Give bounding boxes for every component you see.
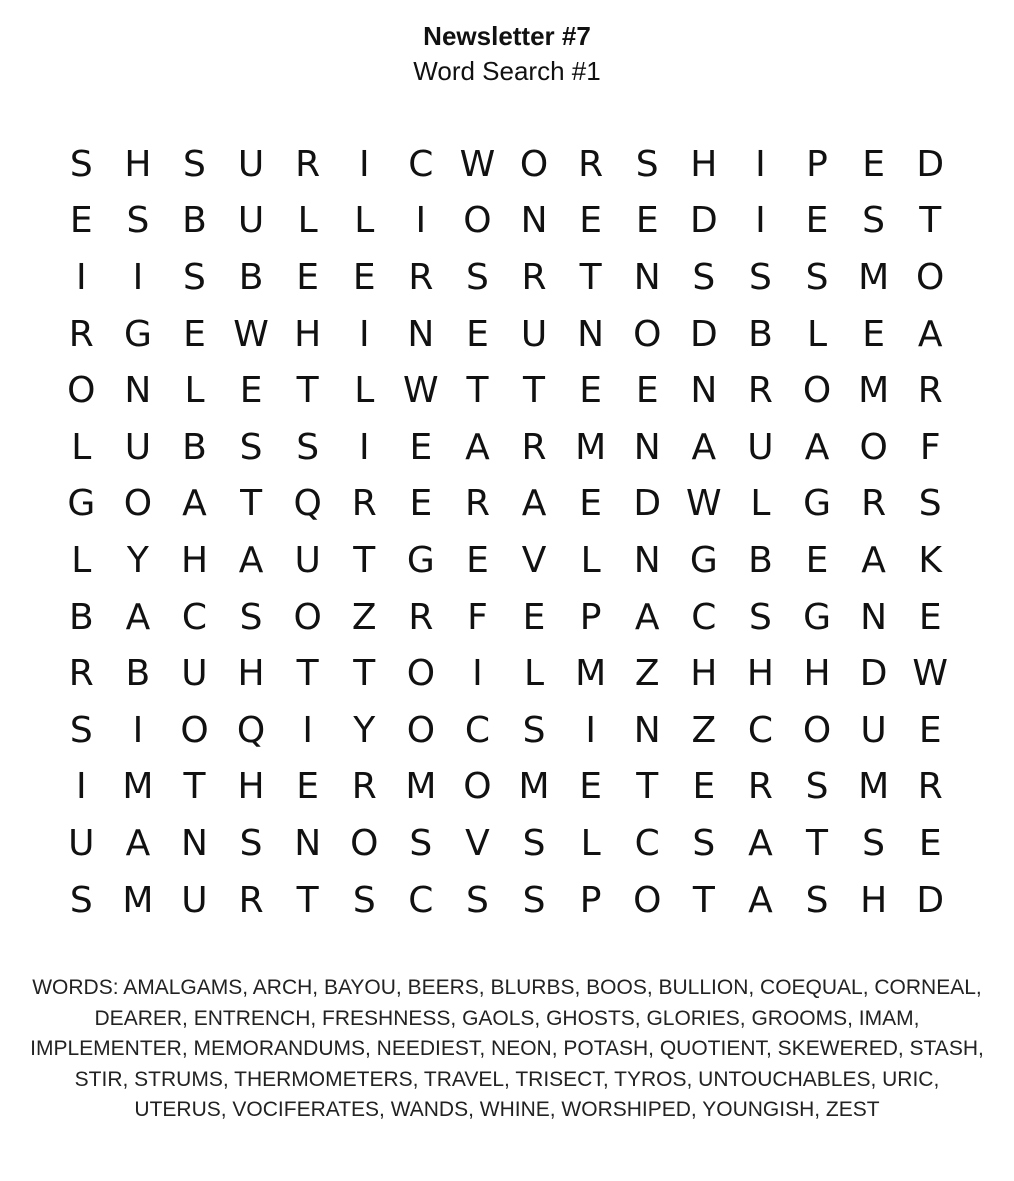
- grid-letter: I: [358, 143, 370, 185]
- grid-letter: G: [67, 483, 96, 525]
- grid-letter: H: [746, 653, 774, 695]
- grid-letter: A: [861, 539, 886, 581]
- grid-letter: T: [806, 822, 829, 864]
- grid-letter: Y: [353, 709, 376, 751]
- grid-letter: O: [802, 370, 832, 412]
- grid-letter: T: [296, 370, 319, 412]
- grid-letter: T: [296, 653, 319, 695]
- grid-letter: S: [918, 483, 942, 525]
- grid-letter: H: [860, 879, 888, 921]
- grid-letter: A: [917, 313, 943, 355]
- grid-letter: N: [407, 313, 435, 355]
- grid-letter: D: [689, 200, 718, 242]
- grid-letter: U: [860, 709, 887, 751]
- grid-letter: A: [238, 539, 264, 581]
- grid-letter: S: [466, 256, 489, 298]
- grid-letter: N: [181, 822, 208, 864]
- grid-letter: P: [806, 143, 828, 185]
- grid-letter: E: [918, 596, 942, 638]
- grid-letter: M: [575, 426, 607, 468]
- grid-letter: S: [862, 822, 886, 864]
- grid-letter: E: [805, 539, 829, 581]
- letter-grid: [53, 136, 959, 928]
- grid-letter: W: [912, 653, 948, 695]
- grid-letter: S: [69, 709, 93, 751]
- grid-letter: L: [580, 822, 601, 864]
- grid-letter: R: [68, 313, 94, 355]
- grid-letter: Q: [236, 709, 266, 751]
- grid-letter: S: [522, 709, 546, 751]
- grid-letter: M: [518, 766, 550, 808]
- grid-letter: C: [181, 596, 208, 638]
- grid-letter: S: [692, 822, 716, 864]
- grid-letter: W: [403, 370, 439, 412]
- grid-letter: S: [183, 256, 206, 298]
- grid-letter: R: [68, 653, 94, 695]
- grid-letter: L: [354, 370, 375, 412]
- grid-letter: S: [352, 879, 376, 921]
- grid-letter: B: [238, 256, 264, 298]
- grid-letter: A: [182, 483, 207, 525]
- grid-letter: O: [463, 766, 492, 808]
- grid-letter: H: [690, 653, 718, 695]
- grid-letter: G: [803, 483, 831, 525]
- grid-letter: Q: [293, 483, 322, 525]
- grid-letter: M: [405, 766, 437, 808]
- grid-letter: E: [579, 200, 603, 242]
- grid-letter: V: [521, 539, 547, 581]
- grid-letter: S: [409, 822, 433, 864]
- grid-letter: B: [182, 200, 207, 242]
- grid-letter: I: [75, 766, 87, 808]
- puzzle-subtitle: Word Search #1: [413, 56, 601, 86]
- grid-letter: I: [132, 256, 144, 298]
- grid-letter: E: [352, 256, 376, 298]
- grid-letter: I: [755, 200, 766, 242]
- grid-letter: U: [747, 426, 774, 468]
- grid-letter: S: [805, 256, 829, 298]
- grid-letter: I: [132, 709, 144, 751]
- grid-letter: H: [237, 766, 265, 808]
- grid-letter: R: [917, 370, 943, 412]
- newsletter-title: Newsletter #7: [423, 21, 591, 51]
- grid-letter: I: [75, 256, 87, 298]
- grid-letter: T: [692, 879, 715, 921]
- grid-letter: D: [689, 313, 718, 355]
- grid-letter: A: [634, 596, 660, 638]
- grid-letter: S: [239, 426, 263, 468]
- grid-letter: S: [748, 596, 772, 638]
- grid-letter: N: [633, 256, 661, 298]
- grid-letter: L: [806, 313, 828, 355]
- grid-letter: C: [408, 143, 434, 185]
- grid-letter: E: [466, 539, 489, 581]
- grid-letter: Z: [634, 653, 660, 695]
- grid-letter: T: [919, 200, 942, 242]
- grid-letter: E: [579, 370, 603, 412]
- grid-letter: E: [239, 370, 263, 412]
- grid-letter: R: [578, 143, 604, 185]
- grid-letter: U: [68, 822, 95, 864]
- grid-letter: B: [748, 539, 773, 581]
- grid-letter: A: [748, 879, 773, 921]
- grid-letter: K: [918, 539, 942, 581]
- grid-letter: R: [521, 256, 547, 298]
- grid-letter: T: [296, 879, 319, 921]
- grid-letter: A: [804, 426, 830, 468]
- grid-letter: S: [522, 822, 546, 864]
- grid-letter: U: [124, 426, 152, 468]
- grid-letter: E: [409, 483, 433, 525]
- grid-letter: I: [585, 709, 596, 751]
- grid-letter: L: [297, 200, 318, 242]
- grid-letter: R: [351, 483, 377, 525]
- grid-letter: E: [692, 766, 716, 808]
- grid-letter: S: [805, 766, 829, 808]
- grid-letter: M: [122, 766, 154, 808]
- grid-letter: A: [748, 822, 773, 864]
- grid-letter: D: [916, 879, 945, 921]
- grid-letter: H: [803, 653, 831, 695]
- grid-letter: G: [689, 539, 718, 581]
- grid-letter: O: [916, 256, 945, 298]
- grid-letter: O: [859, 426, 888, 468]
- grid-letter: M: [858, 256, 890, 298]
- grid-letter: S: [862, 200, 886, 242]
- grid-letter: U: [237, 200, 265, 242]
- grid-letter: H: [237, 653, 265, 695]
- grid-letter: E: [635, 200, 659, 242]
- grid-letter: S: [69, 879, 93, 921]
- grid-letter: M: [858, 370, 890, 412]
- grid-letter: E: [805, 200, 829, 242]
- grid-letter: I: [415, 200, 427, 242]
- grid-letter: A: [521, 483, 547, 525]
- grid-letter: O: [350, 822, 379, 864]
- grid-letter: E: [635, 370, 659, 412]
- grid-letter: R: [295, 143, 321, 185]
- grid-letter: U: [520, 313, 548, 355]
- grid-letter: A: [125, 596, 151, 638]
- grid-letter: E: [409, 426, 433, 468]
- grid-letter: E: [183, 313, 206, 355]
- grid-letter: M: [575, 653, 607, 695]
- grid-letter: T: [353, 653, 376, 695]
- grid-letter: C: [691, 596, 717, 638]
- grid-letter: N: [690, 370, 718, 412]
- grid-letter: O: [67, 370, 96, 412]
- grid-letter: Z: [351, 596, 377, 638]
- grid-letter: I: [302, 709, 313, 751]
- grid-letter: S: [748, 256, 772, 298]
- grid-letter: S: [635, 143, 659, 185]
- grid-letter: O: [463, 200, 492, 242]
- grid-letter: G: [406, 539, 435, 581]
- grid-letter: F: [919, 426, 941, 468]
- grid-letter: E: [918, 709, 942, 751]
- grid-letter: S: [69, 143, 93, 185]
- grid-letter: C: [634, 822, 660, 864]
- grid-letter: T: [240, 483, 263, 525]
- grid-letter: W: [686, 483, 722, 525]
- grid-letter: L: [354, 200, 375, 242]
- grid-letter: R: [408, 596, 434, 638]
- grid-letter: N: [124, 370, 152, 412]
- grid-letter: S: [466, 879, 489, 921]
- grid-letter: S: [692, 256, 716, 298]
- grid-letter: V: [465, 822, 490, 864]
- grid-letter: E: [918, 822, 942, 864]
- grid-letter: U: [181, 653, 208, 695]
- grid-letter: N: [577, 313, 605, 355]
- grid-letter: C: [464, 709, 491, 751]
- grid-letter: O: [406, 709, 436, 751]
- grid-letter: B: [68, 596, 94, 638]
- grid-letter: I: [358, 313, 370, 355]
- grid-letter: T: [579, 256, 602, 298]
- grid-letter: M: [122, 879, 154, 921]
- grid-letter: E: [862, 143, 885, 185]
- grid-letter: T: [353, 539, 376, 581]
- grid-letter: S: [239, 822, 263, 864]
- grid-letter: S: [296, 426, 320, 468]
- grid-letter: E: [69, 200, 93, 242]
- grid-letter: S: [126, 200, 150, 242]
- grid-letter: E: [296, 766, 320, 808]
- grid-letter: N: [633, 426, 661, 468]
- grid-letter: P: [579, 596, 602, 638]
- grid-letter: M: [858, 766, 890, 808]
- grid-letter: R: [521, 426, 547, 468]
- grid-letter: Y: [126, 539, 149, 581]
- grid-letter: S: [239, 596, 263, 638]
- grid-letter: S: [522, 879, 546, 921]
- grid-letter: T: [183, 766, 206, 808]
- grid-letter: T: [636, 766, 659, 808]
- grid-letter: G: [803, 596, 831, 638]
- grid-letter: O: [180, 709, 209, 751]
- word-list: WORDS: AMALGAMS, ARCH, BAYOU, BEERS, BLURBS, BOOS, BULLION, COEQUAL, CORNEAL, DEARER, ENTRENCH, FRESHNESS, GAOLS, GHOSTS, GLORIES, GROOMS, IMAM, IMPLEMENTER, MEMORANDUMS, NEEDIEST, NEON, POTASH, QUOTIENT, SKEWERED, STASH, STIR, STRUMS, THERMOMETERS, TRAVEL, TRISECT, TYROS, UNTOUCHABLES, URIC, UTERUS, VOCIFERATES, WANDS, WHINE, WORSHIPED, YOUNGISH, ZEST: [30, 976, 984, 1121]
- grid-letter: A: [465, 426, 490, 468]
- grid-letter: R: [408, 256, 434, 298]
- grid-letter: L: [184, 370, 205, 412]
- grid-letter: R: [464, 483, 490, 525]
- grid-letter: D: [633, 483, 662, 525]
- grid-letter: L: [750, 483, 771, 525]
- grid-letter: O: [633, 313, 662, 355]
- grid-letter: U: [181, 879, 208, 921]
- grid-letter: S: [183, 143, 206, 185]
- grid-letter: B: [125, 653, 151, 695]
- grid-letter: P: [579, 879, 602, 921]
- grid-letter: N: [633, 709, 661, 751]
- grid-letter: H: [294, 313, 322, 355]
- grid-letter: I: [755, 143, 766, 185]
- grid-letter: L: [524, 653, 545, 695]
- grid-letter: R: [917, 766, 943, 808]
- grid-letter: A: [125, 822, 151, 864]
- grid-letter: L: [580, 539, 601, 581]
- grid-letter: R: [861, 483, 887, 525]
- grid-letter: N: [294, 822, 322, 864]
- grid-letter: R: [351, 766, 377, 808]
- grid-letter: F: [467, 596, 488, 638]
- grid-letter: N: [860, 596, 888, 638]
- grid-letter: B: [182, 426, 207, 468]
- grid-letter: T: [523, 370, 546, 412]
- grid-letter: O: [123, 483, 153, 525]
- grid-letter: E: [296, 256, 320, 298]
- grid-letter: G: [123, 313, 152, 355]
- grid-letter: O: [406, 653, 436, 695]
- grid-letter: T: [466, 370, 489, 412]
- grid-letter: R: [238, 879, 264, 921]
- grid-letter: O: [633, 879, 662, 921]
- grid-letter: C: [408, 879, 434, 921]
- grid-letter: H: [124, 143, 152, 185]
- grid-letter: E: [862, 313, 885, 355]
- grid-letter: R: [747, 370, 773, 412]
- grid-letter: R: [747, 766, 773, 808]
- grid-letter: N: [633, 539, 661, 581]
- grid-letter: E: [466, 313, 489, 355]
- grid-letter: O: [293, 596, 322, 638]
- grid-letter: L: [71, 539, 92, 581]
- grid-letter: I: [358, 426, 370, 468]
- grid-letter: S: [805, 879, 829, 921]
- grid-letter: C: [747, 709, 773, 751]
- grid-letter: H: [180, 539, 209, 581]
- grid-letter: W: [233, 313, 269, 355]
- grid-letter: I: [472, 653, 483, 695]
- grid-letter: E: [579, 483, 603, 525]
- grid-letter: Z: [691, 709, 717, 751]
- grid-letter: D: [859, 653, 888, 695]
- grid-letter: O: [802, 709, 832, 751]
- grid-letter: E: [522, 596, 546, 638]
- grid-letter: N: [520, 200, 548, 242]
- grid-letter: U: [237, 143, 265, 185]
- grid-letter: W: [459, 143, 496, 185]
- grid-letter: B: [748, 313, 773, 355]
- grid-letter: H: [690, 143, 718, 185]
- grid-letter: O: [519, 143, 549, 185]
- grid-letter: U: [294, 539, 321, 581]
- grid-letter: D: [916, 143, 945, 185]
- grid-letter: A: [691, 426, 717, 468]
- grid-letter: E: [579, 766, 603, 808]
- grid-letter: L: [71, 426, 92, 468]
